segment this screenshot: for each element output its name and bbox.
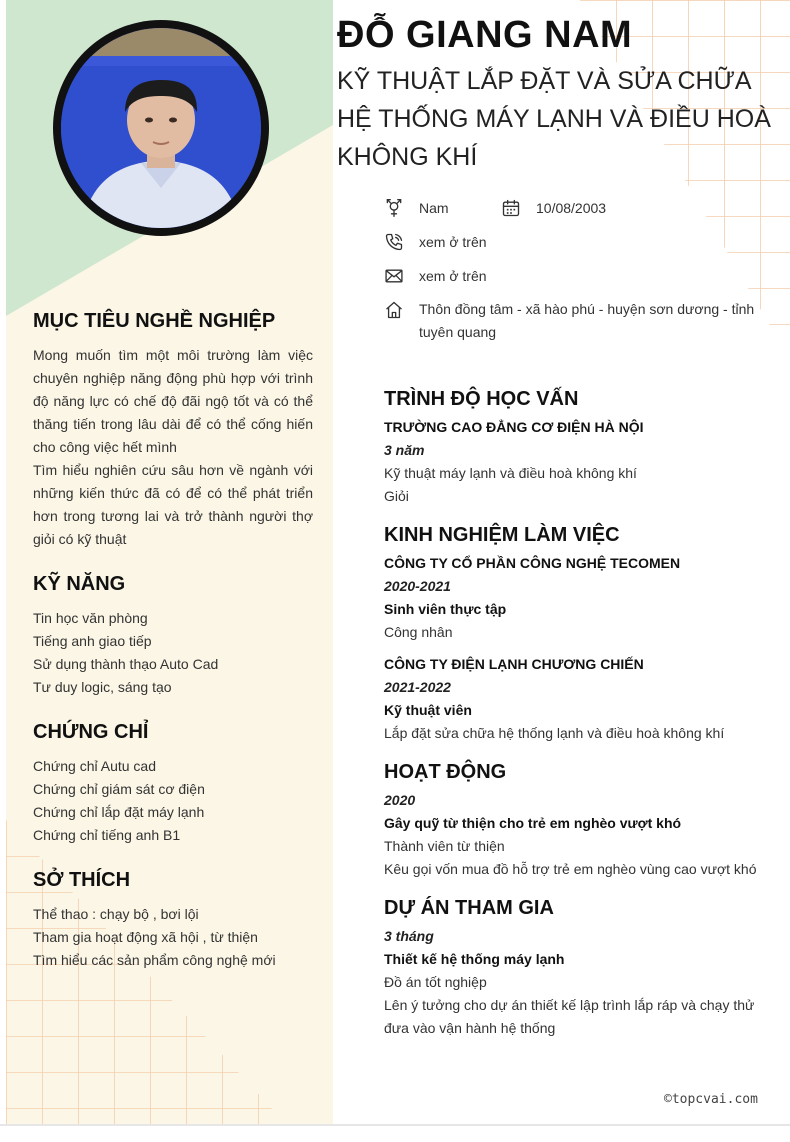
list-item: Tin học văn phòng — [33, 610, 148, 626]
list-item: Tư duy logic, sáng tạo — [33, 679, 172, 695]
candidate-name: ĐỖ GIANG NAM — [337, 14, 633, 56]
activities-heading: HOẠT ĐỘNG — [384, 761, 507, 783]
experience-entry — [384, 552, 769, 644]
experience-period: 2020-2021 — [384, 578, 451, 594]
list-item: Sử dụng thành thạo Auto Cad — [33, 656, 219, 672]
education-heading: TRÌNH ĐỘ HỌC VẤN — [384, 388, 579, 410]
list-item: Tiếng anh giao tiếp — [33, 633, 152, 649]
avatar — [53, 20, 269, 236]
list-item: Tham gia hoạt động xã hội , từ thiện — [33, 929, 258, 945]
experience-role: Kỹ thuật viên — [384, 702, 472, 718]
project-period: 3 tháng — [384, 928, 434, 944]
activity-desc: Kêu gọi vốn mua đồ hỗ trợ trẻ em nghèo vùng cao vượt khó — [384, 861, 757, 877]
gender-icon — [383, 198, 405, 218]
calendar-icon — [500, 198, 522, 218]
gender-field — [383, 198, 500, 218]
activities-section — [384, 759, 769, 881]
hobbies-section — [33, 867, 313, 972]
list-item: Chứng chỉ giám sát cơ điện — [33, 781, 205, 797]
skills-heading: KỸ NĂNG — [33, 573, 126, 595]
email-value: xem ở trên — [419, 268, 487, 284]
company-name: CÔNG TY CỔ PHẦN CÔNG NGHỆ TECOMEN — [384, 555, 681, 571]
skills-list — [33, 607, 313, 699]
experience-period: 2021-2022 — [384, 679, 451, 695]
education-major: Kỹ thuật máy lạnh và điều hoà không khí — [384, 465, 637, 481]
company-name: CÔNG TY ĐIỆN LẠNH CHƯƠNG CHIẾN — [384, 656, 644, 672]
experience-section — [384, 522, 769, 745]
skills-section — [33, 571, 313, 699]
projects-section — [384, 895, 769, 1040]
contact-row-phone — [383, 232, 778, 252]
experience-heading: KINH NGHIỆM LÀM VIỆC — [384, 524, 620, 546]
education-grade: Giỏi — [384, 488, 409, 504]
project-name: Thiết kế hệ thống máy lạnh — [384, 951, 565, 967]
contact-info — [383, 198, 778, 358]
projects-heading: DỰ ÁN THAM GIA — [384, 897, 554, 919]
main-content — [384, 386, 769, 1054]
experience-desc: Công nhân — [384, 624, 453, 640]
experience-entry — [384, 653, 769, 745]
certificates-section — [33, 719, 313, 847]
profile-photo — [61, 28, 261, 228]
contact-row-address — [383, 300, 778, 344]
contact-row-email — [383, 266, 778, 286]
objective-text-2: Tìm hiểu nghiên cứu sâu hơn về ngành với những kiến thức đã có để có thể phát triển hơn trong tương lai và trở thành người thợ giỏi có kỹ thuật — [33, 462, 313, 547]
hobbies-list — [33, 903, 313, 972]
profile-photo-illustration — [61, 28, 261, 228]
project-desc: Lên ý tưởng cho dự án thiết kế lập trình lắp ráp và chạy thử đưa vào vận hành hệ thống — [384, 997, 755, 1036]
activity-period: 2020 — [384, 792, 416, 808]
job-title: KỸ THUẬT LẮP ĐẶT VÀ SỬA CHỮA HỆ THỐNG MÁY LẠNH VÀ ĐIỀU HOÀ KHÔNG KHÍ — [337, 67, 771, 171]
sidebar — [33, 308, 313, 992]
activity-name: Gây quỹ từ thiện cho trẻ em nghèo vượt khó — [384, 815, 682, 831]
hobbies-heading: SỞ THÍCH — [33, 869, 131, 891]
education-section — [384, 386, 769, 508]
list-item: Chứng chỉ Autu cad — [33, 758, 157, 774]
experience-desc: Lắp đặt sửa chữa hệ thống lạnh và điều hoà không khí — [384, 725, 725, 741]
phone-value: xem ở trên — [419, 234, 487, 250]
page-bottom-border — [0, 1124, 790, 1126]
list-item: Chứng chỉ tiếng anh B1 — [33, 827, 181, 843]
school-name: TRƯỜNG CAO ĐẲNG CƠ ĐIỆN HÀ NỘI — [384, 419, 644, 435]
list-item: Chứng chỉ lắp đặt máy lạnh — [33, 804, 205, 820]
dob-field — [500, 198, 606, 218]
experience-role: Sinh viên thực tập — [384, 601, 507, 617]
objective-section — [33, 308, 313, 551]
activity-role: Thành viên từ thiện — [384, 838, 505, 854]
certificates-heading: CHỨNG CHỈ — [33, 721, 149, 743]
education-period: 3 năm — [384, 442, 425, 458]
home-icon — [383, 300, 405, 320]
objective-heading: MỤC TIÊU NGHỀ NGHIỆP — [33, 310, 276, 332]
list-item: Thể thao : chạy bộ , bơi lội — [33, 906, 199, 922]
project-role: Đồ án tốt nghiệp — [384, 974, 487, 990]
address-value: Thôn đồng tâm - xã hào phú - huyện sơn dương - tỉnh tuyên quang — [419, 301, 755, 340]
objective-text-1: Mong muốn tìm một môi trường làm việc chuyên nghiệp năng động phù hợp với trình độ năng lực có chế độ đãi ngộ tốt và có thể thăng tiến trong lâu dài để có thể cống hiến cho công việc hết mình — [33, 347, 313, 455]
gender-value: Nam — [419, 200, 449, 216]
envelope-icon — [383, 266, 405, 286]
list-item: Tìm hiểu các sản phẩm công nghệ mới — [33, 952, 276, 968]
certificates-list — [33, 755, 313, 847]
contact-row-personal — [383, 198, 778, 218]
watermark: ©topcvai.com — [664, 1092, 758, 1107]
dob-value: 10/08/2003 — [536, 200, 607, 216]
phone-icon — [383, 232, 405, 252]
